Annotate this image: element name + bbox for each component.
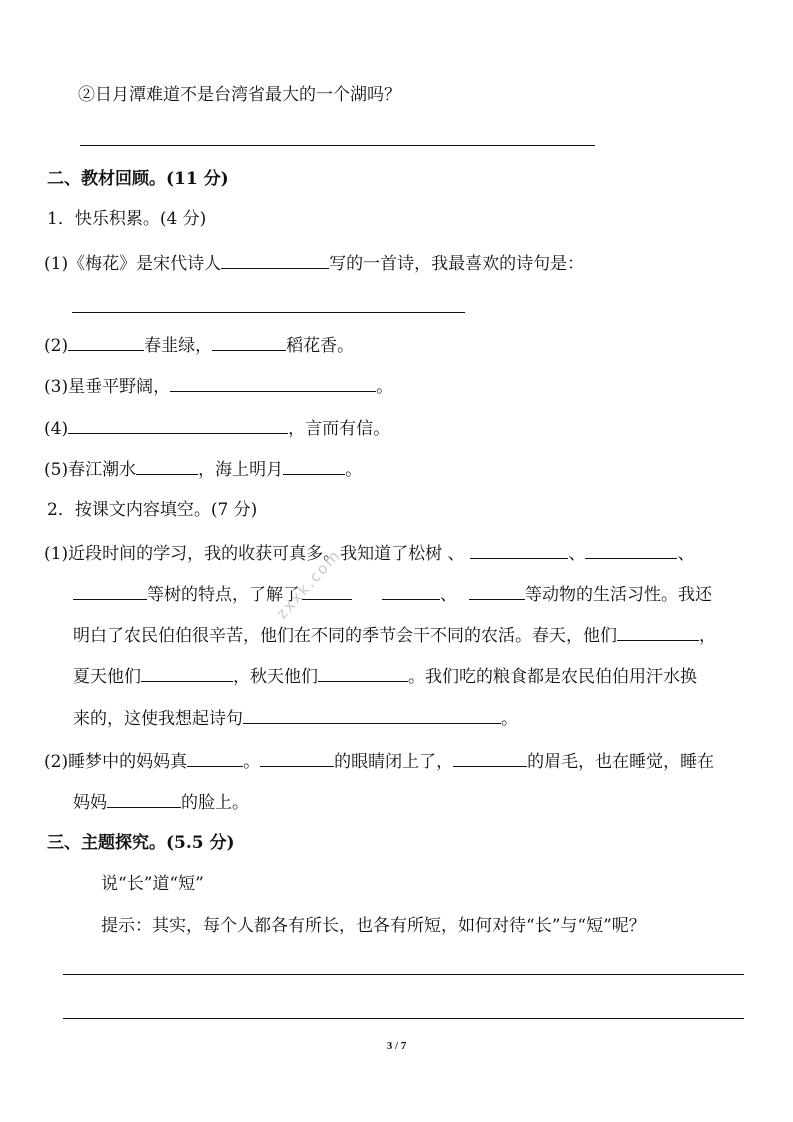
blank: [136, 458, 198, 475]
topic-title: 说“长”道“短”: [101, 874, 204, 894]
text: 妈妈: [73, 793, 107, 813]
item-1-line-3: [44, 375, 393, 398]
item-2-p1-line-4: [73, 665, 697, 688]
item-1-line-4: [44, 417, 390, 440]
blank: [170, 375, 376, 392]
text: ，海上明月: [198, 460, 284, 480]
text: 的眉毛，也在睡觉，睡在: [527, 752, 715, 772]
question-2-text: ②日月潭难道不是台湾省最大的一个湖吗？: [78, 85, 401, 105]
text: 的脸上。: [181, 793, 249, 813]
item-1-line-1: [44, 252, 584, 275]
text: (5)春江潮水: [44, 460, 137, 480]
hint-text: 提示：其实，每个人都各有所长，也各有所短，如何对待“长”与“短”呢？: [101, 916, 646, 936]
blank: [283, 458, 345, 475]
page-number: 3 / 7: [386, 1040, 407, 1052]
writing-line: [63, 974, 744, 975]
watermark: zxxk.com: [272, 545, 345, 623]
text: 的眼睛闭上了，: [334, 752, 454, 772]
blank: [260, 750, 334, 767]
text: 写的一首诗，我最喜欢的诗句是：: [329, 254, 585, 274]
blank: [187, 750, 243, 767]
blank: [212, 334, 286, 351]
blank: [617, 624, 699, 641]
text: 夏天他们: [73, 667, 141, 687]
item-2-p1-line-2: [73, 583, 712, 606]
text: (3)星垂平野阔，: [44, 377, 171, 397]
blank: [453, 750, 527, 767]
blank: [318, 665, 408, 682]
item-1-line-2: [44, 334, 354, 357]
text: (2): [44, 336, 69, 356]
item-2-p1-line-3: [73, 624, 716, 647]
text: 、: [440, 585, 457, 605]
section-2-title: 二、教材回顾。(11 分): [47, 169, 229, 189]
blank: [382, 583, 440, 600]
text: (4): [44, 419, 69, 439]
blank: [585, 542, 677, 559]
blank: [68, 417, 288, 434]
blank: [141, 665, 233, 682]
text: 稻花香。: [286, 336, 355, 356]
text: 、: [568, 544, 586, 564]
item-2-p2-line-1: [44, 750, 714, 773]
text: 春韭绿，: [144, 336, 213, 356]
text: 。: [376, 377, 394, 397]
text: ，秋天他们: [233, 667, 318, 687]
blank: [469, 583, 525, 600]
text: (1)近段时间的学习，我的收获可真多。我知道了松树 、: [44, 544, 465, 564]
blank: [107, 791, 181, 808]
item-2-p1-line-5: [73, 707, 518, 730]
blank: [470, 542, 568, 559]
text: 。: [243, 752, 261, 772]
text: 。: [345, 460, 363, 480]
text: 、: [677, 544, 695, 564]
blank: [68, 334, 144, 351]
text: (2)睡梦中的妈妈真: [44, 752, 188, 772]
item-2-p2-line-2: [73, 791, 249, 814]
text: 等动物的生活习性。我还: [525, 585, 712, 605]
item-1-line-5: [44, 458, 362, 481]
writing-line: [63, 1018, 744, 1019]
item-2-title: 2．按课文内容填空。(7 分): [47, 500, 258, 520]
text: ，: [699, 626, 716, 646]
text: 明白了农民伯伯很辛苦，他们在不同的季节会干不同的农活。春天，他们: [73, 626, 617, 646]
text: (1)《梅花》是宋代诗人: [44, 254, 222, 274]
blank: [221, 252, 329, 269]
section-3-title: 三、主题探究。(5.5 分): [47, 833, 235, 853]
text: 。我们吃的粮食都是农民伯伯用汗水换: [408, 667, 697, 687]
text: 。: [501, 709, 518, 729]
answer-line: [72, 312, 465, 313]
item-2-p1-line-1: [44, 542, 694, 565]
text: ，言而有信。: [288, 419, 391, 439]
answer-line: [80, 145, 595, 146]
text: 等树的特点，了解了: [147, 585, 300, 605]
blank: [243, 707, 501, 724]
text: 来的，这使我想起诗句: [73, 709, 243, 729]
blank: [73, 583, 147, 600]
item-1-title: 1．快乐积累。(4 分): [47, 209, 207, 229]
